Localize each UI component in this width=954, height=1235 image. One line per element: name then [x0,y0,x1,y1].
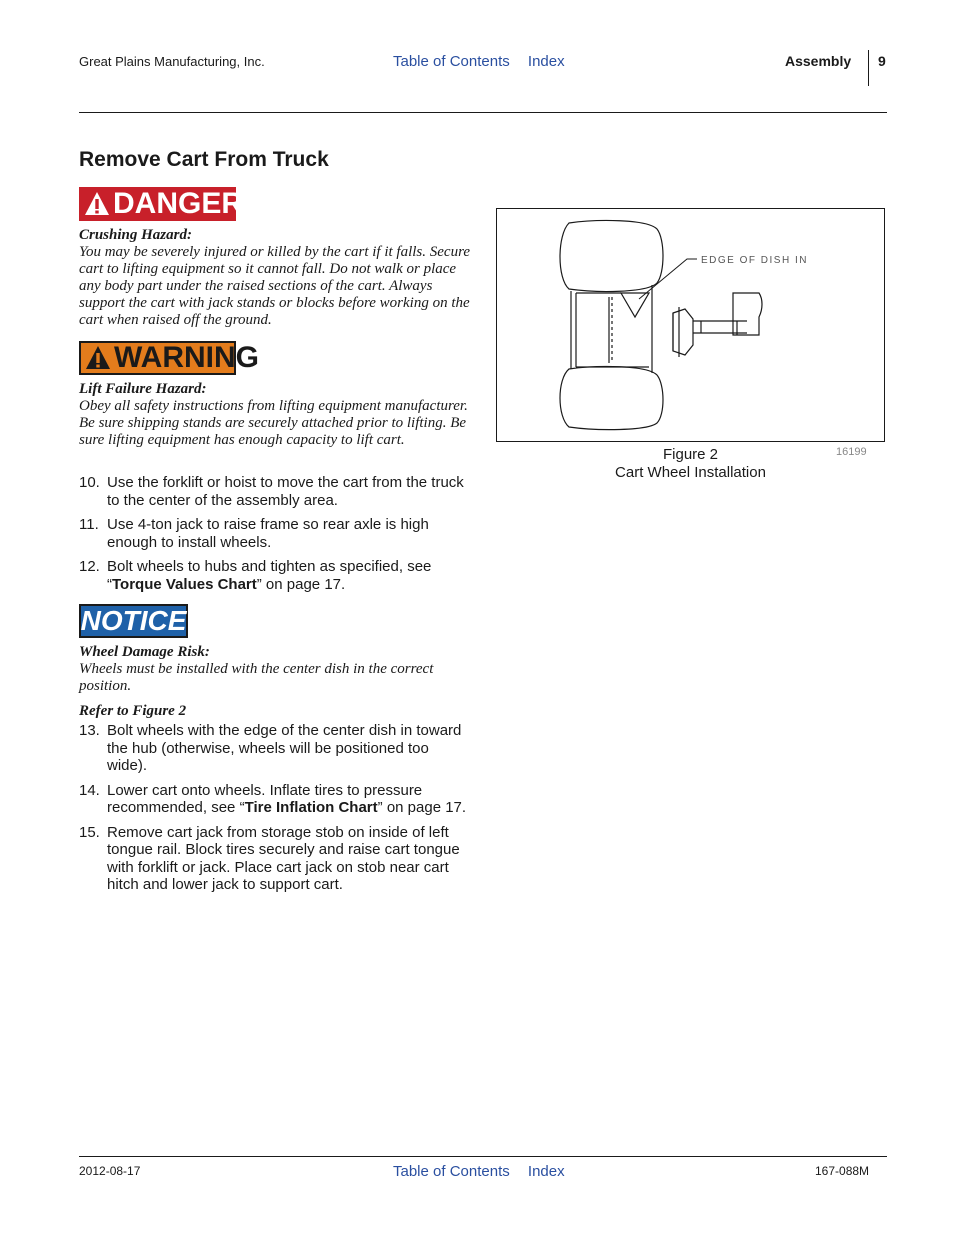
alert-triangle-icon [85,345,111,371]
danger-message [79,227,471,329]
page-number: 9 [878,53,886,69]
step-number: 14. [79,781,100,799]
figure-caption: Cart Wheel Installation [615,464,766,481]
step-15 [79,824,471,894]
warning-label: WARNING [114,341,259,374]
notice-badge [79,604,188,638]
footer-nav [393,1163,565,1180]
notice-hazard-body: Wheels must be installed with the center dish in the correct position. [79,661,434,694]
step-text: Bolt wheels with the edge of the center dish in toward the hub (otherwise, wheels will be positioned too wide). [107,722,462,774]
company-name: Great Plains Manufacturing, Inc. [79,54,265,69]
notice-label: NOTICE [80,605,187,636]
header-toc-link[interactable]: Table of Contents [393,53,510,70]
notice-message [79,644,471,720]
warning-hazard-body: Obey all safety instructions from lifting equipment manufacturer. Be sure shipping stands are securely attached prior to lifting. Be sure lifting equipment has enough capacity to lift cart. [79,398,468,448]
figure-reference: Refer to Figure 2 [79,703,187,719]
step-14 [79,782,471,817]
notice-hazard-title: Wheel Damage Risk: [79,644,210,660]
page-title: Remove Cart From Truck [79,148,329,171]
footer-doc-number: 167-088M [815,1164,870,1178]
step-13 [79,722,471,775]
torque-values-chart-ref: Torque Values Chart [112,575,257,593]
danger-hazard-body: You may be severely injured or killed by the cart if it falls. Secure cart to lifting equipment so it cannot fall. Do not walk or place any body part under the raised sections of the cart. Always support the cart with jack stands or blocks before working on the cart when raised off the ground. [79,244,471,328]
section-name: Assembly [785,53,852,69]
header-separator [868,50,869,86]
danger-label: DANGER [113,187,244,220]
steps-list-a [79,474,471,600]
footer-toc-link[interactable]: Table of Contents [393,1163,510,1180]
warning-badge [79,341,259,375]
step-number: 15. [79,823,100,841]
step-number: 11. [79,516,99,533]
dish-edge-callout: EDGE OF DISH IN [701,255,808,266]
step-text-post: ” on page 17. [377,799,467,816]
tire-inflation-chart-ref: Tire Inflation Chart [244,799,378,816]
step-12 [79,558,471,593]
footer-date: 2012-08-17 [79,1164,141,1178]
footer-index-link[interactable]: Index [527,1163,565,1180]
cart-wheel-illustration [497,209,884,441]
step-text-pre: Bolt wheels to hubs and tighten as specified, see “ [107,558,432,593]
step-text-pre: Lower cart onto wheels. Inflate tires to pressure recommended, see “ [107,781,423,816]
step-text-post: ” on page 17. [256,575,346,593]
header-rule [79,112,887,113]
figure-frame [496,208,885,442]
warning-hazard-title: Lift Failure Hazard: [79,381,207,397]
step-number: 10. [79,474,100,491]
figure-number: Figure 2 [662,446,719,463]
figure-id: 16199 [836,446,867,458]
step-10 [79,474,471,509]
alert-triangle-icon [84,191,110,217]
header-index-link[interactable]: Index [527,53,565,70]
step-text: Use 4-ton jack to raise frame so rear axle is high enough to install wheels. [107,516,429,551]
danger-hazard-title: Crushing Hazard: [79,227,192,243]
step-text: Remove cart jack from storage stob on inside of left tongue rail. Block tires securely and raise cart tongue with forklift or jack. Place cart jack on stob near cart hitch and lower jack to support cart. [107,823,460,893]
steps-list-b [79,722,471,901]
footer-rule [79,1156,887,1157]
header-nav [393,53,565,70]
step-number: 12. [79,558,100,575]
step-number: 13. [79,722,100,739]
step-text: Use the forklift or hoist to move the cart from the truck to the center of the assembly area. [107,474,464,509]
step-11 [79,516,471,551]
warning-message [79,381,471,449]
danger-badge [79,187,244,221]
